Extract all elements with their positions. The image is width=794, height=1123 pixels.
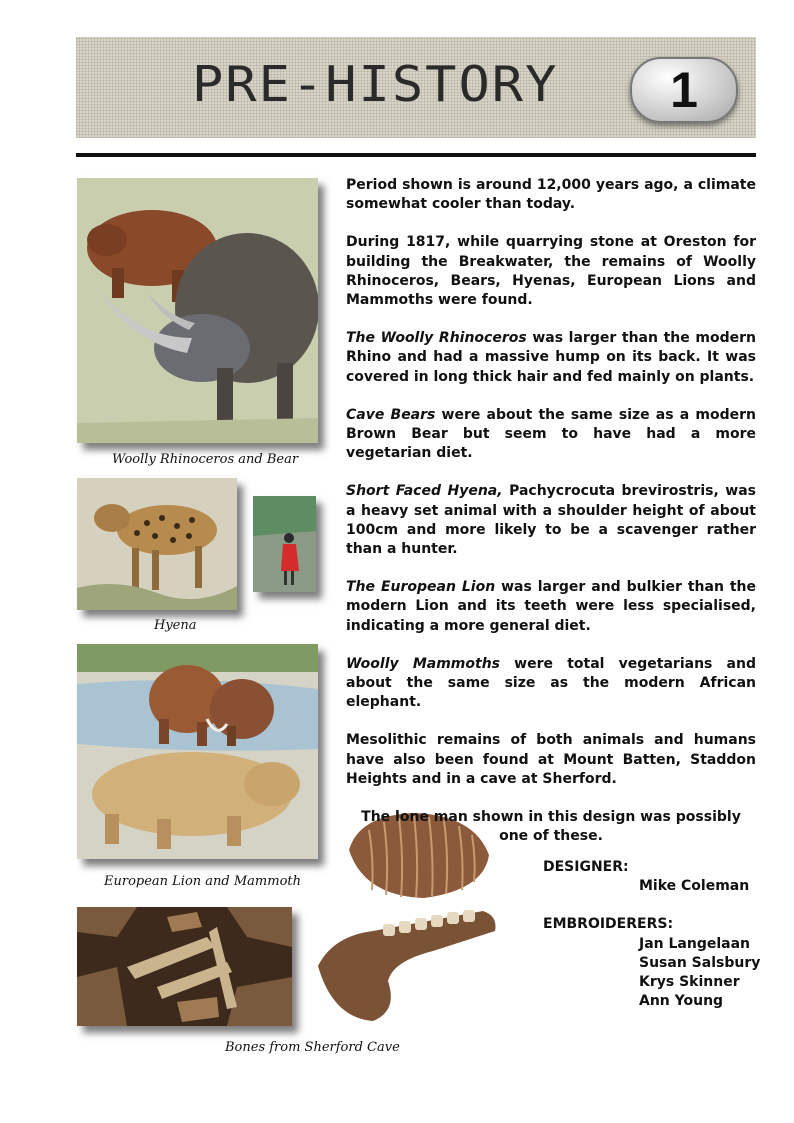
paragraph-lead: The Woolly Rhinoceros (346, 330, 527, 347)
paragraph-cave-bears (346, 406, 756, 464)
lone-man-image (253, 496, 316, 592)
embroiderer-name: Krys Skinner (639, 974, 740, 991)
paragraph-body: was larger than the modern Rhino and had a massive hump on its back. It was covered in long thick hair and fed mainly on plants. (346, 330, 756, 385)
rhino-bear-image (77, 178, 318, 443)
credits (543, 858, 760, 1011)
header-divider (76, 153, 756, 157)
paragraph-lead: Woolly Mammoths (346, 655, 500, 672)
paragraph-body: were total vegetarians and about the same size as the modern African elephant. (346, 655, 756, 711)
paragraph-body: were about the same size as a modern Brown Bear but seem to have had a more vegetarian diet. (346, 406, 756, 462)
paragraph-body: was larger and bulkier than the modern Lion and its teeth were less specialised, indicating a more general diet. (346, 579, 756, 634)
embroiderer-name: Jan Langelaan (639, 935, 751, 952)
paragraph-body: Pachycrocuta brevirostris, was a heavy set animal with a shoulder height of about 100cm and more likely to be a scavenger rather than a hunter. (346, 483, 756, 558)
paragraph-lead: The European Lion (346, 579, 496, 596)
chapter-number-badge (630, 57, 738, 123)
jaw-bone-image (313, 906, 500, 1024)
embroiderers-label: EMBROIDERERS: (543, 916, 674, 933)
header-banner (76, 37, 756, 138)
body-text (346, 176, 756, 865)
hyena-image (77, 478, 237, 610)
cave-bones-image (77, 907, 292, 1026)
chapter-number: 1 (670, 62, 698, 118)
hyena-caption: Hyena (154, 618, 197, 633)
paragraph-woolly-mammoths (346, 655, 756, 713)
paragraph-lone-man: The lone man shown in this design was possibly one of these. (361, 809, 741, 845)
designer-name: Mike Coleman (639, 878, 750, 895)
paragraph-hyena (346, 482, 756, 559)
paragraph-mesolithic: Mesolithic remains of both animals and humans have also been found at Mount Batten, Staddon Heights and in a cave at Sherford. (346, 732, 756, 787)
rhino-bear-caption: Woolly Rhinoceros and Bear (112, 452, 299, 467)
paragraph-period: Period shown is around 12,000 years ago, a climate somewhat cooler than today. (346, 177, 756, 213)
paragraph-lead: Cave Bears (346, 406, 436, 423)
embroiderer-name: Ann Young (639, 993, 724, 1010)
lion-mammoth-caption: European Lion and Mammoth (104, 874, 302, 889)
paragraph-discovery: During 1817, while quarrying stone at Oreston for building the Breakwater, the remains of Woolly Rhinoceros, Bears, Hyenas, European Lions and Mammoths were found. (346, 234, 756, 309)
paragraph-lead: Short Faced Hyena, (346, 483, 503, 500)
cave-bones-caption: Bones from Sherford Cave (225, 1040, 400, 1055)
paragraph-european-lion (346, 578, 756, 636)
page-title: PRE-HISTORY (192, 56, 559, 114)
paragraph-woolly-rhinoceros (346, 329, 756, 387)
lion-mammoth-image (77, 644, 318, 859)
designer-label: DESIGNER: (543, 859, 629, 875)
embroiderer-name: Susan Salsbury (639, 954, 761, 971)
